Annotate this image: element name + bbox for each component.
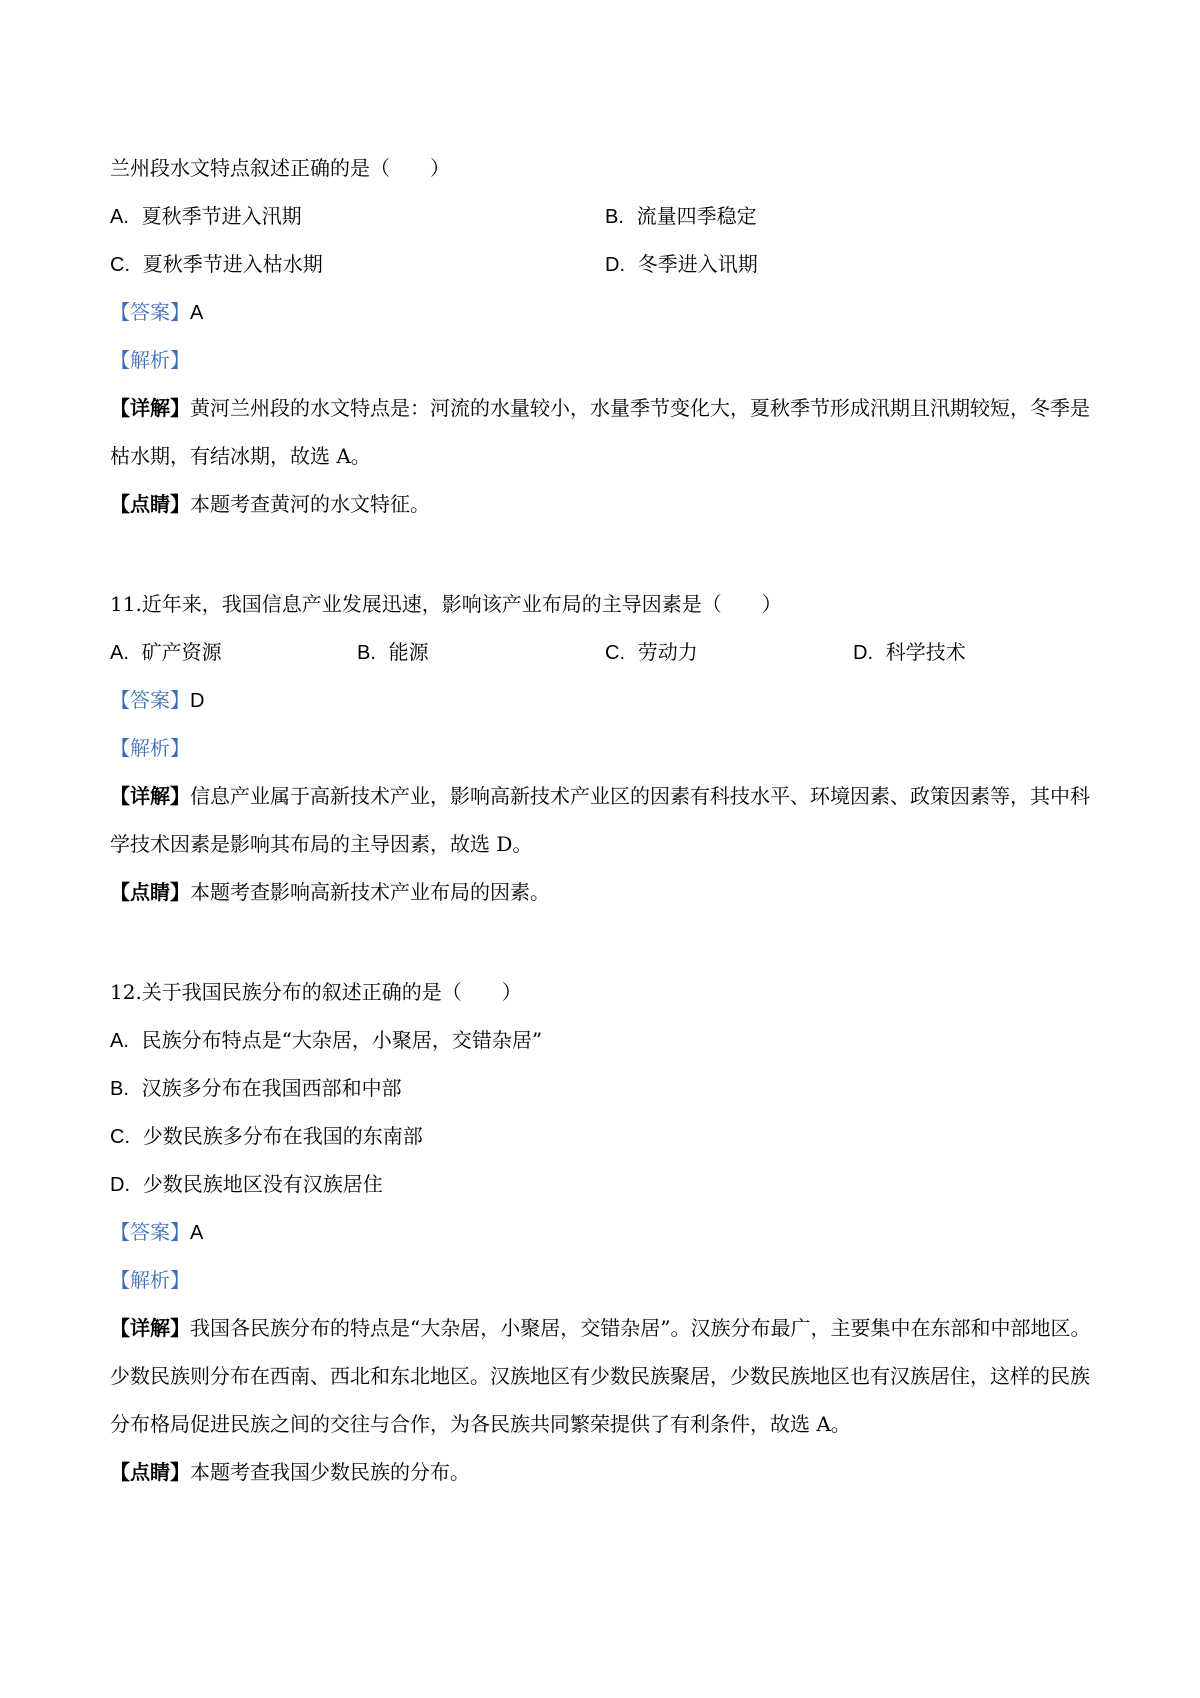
- question-stem: 11.近年来，我国信息产业发展迅速，影响该产业布局的主导因素是（ ）: [110, 592, 782, 616]
- detail-paragraph: 【详解】黄河兰州段的水文特点是：河流的水量较小，水量季节变化大，夏秋季节形成汛期且汛期较短，冬季是枯水期，有结冰期，故选 A。: [110, 396, 1090, 468]
- option-a: A. 夏秋季节进入汛期: [110, 204, 302, 228]
- option-d: D. 科学技术: [853, 640, 966, 664]
- answer-line: 【答案】A: [110, 300, 204, 324]
- answer-line: 【答案】A: [110, 1220, 204, 1244]
- analysis-label: 【解析】: [110, 736, 190, 760]
- option-a: A. 民族分布特点是“大杂居，小聚居，交错杂居”: [110, 1028, 543, 1052]
- point-line: 【点睛】本题考查黄河的水文特征。: [110, 492, 430, 516]
- option-b: B. 流量四季稳定: [605, 204, 757, 228]
- option-d: D. 冬季进入讯期: [605, 252, 758, 276]
- option-a: A. 矿产资源: [110, 640, 222, 664]
- document-page: [110, 0, 1100, 1698]
- option-d: D. 少数民族地区没有汉族居住: [110, 1172, 383, 1196]
- option-c: C. 少数民族多分布在我国的东南部: [110, 1124, 423, 1148]
- option-c: C. 劳动力: [605, 640, 698, 664]
- option-c: C. 夏秋季节进入枯水期: [110, 252, 323, 276]
- answer-line: 【答案】D: [110, 688, 205, 712]
- point-line: 【点睛】本题考查影响高新技术产业布局的因素。: [110, 880, 550, 904]
- analysis-label: 【解析】: [110, 348, 190, 372]
- detail-paragraph: 【详解】我国各民族分布的特点是“大杂居，小聚居，交错杂居”。汉族分布最广，主要集中在东部和中部地区。少数民族则分布在西南、西北和东北地区。汉族地区有少数民族聚居，少数民族地区也有汉族居住，这样的民族分布格局促进民族之间的交往与合作，为各民族共同繁荣提供了有利条件，故选 A。: [110, 1316, 1091, 1436]
- analysis-label: 【解析】: [110, 1268, 190, 1292]
- question-stem: 12.关于我国民族分布的叙述正确的是（ ）: [110, 980, 522, 1004]
- option-b: B. 能源: [357, 640, 429, 664]
- detail-paragraph: 【详解】信息产业属于高新技术产业，影响高新技术产业区的因素有科技水平、环境因素、政策因素等，其中科学技术因素是影响其布局的主导因素，故选 D。: [110, 784, 1090, 856]
- question-stem: 兰州段水文特点叙述正确的是（ ）: [110, 156, 450, 180]
- point-line: 【点睛】本题考查我国少数民族的分布。: [110, 1460, 470, 1484]
- option-b: B. 汉族多分布在我国西部和中部: [110, 1076, 402, 1100]
